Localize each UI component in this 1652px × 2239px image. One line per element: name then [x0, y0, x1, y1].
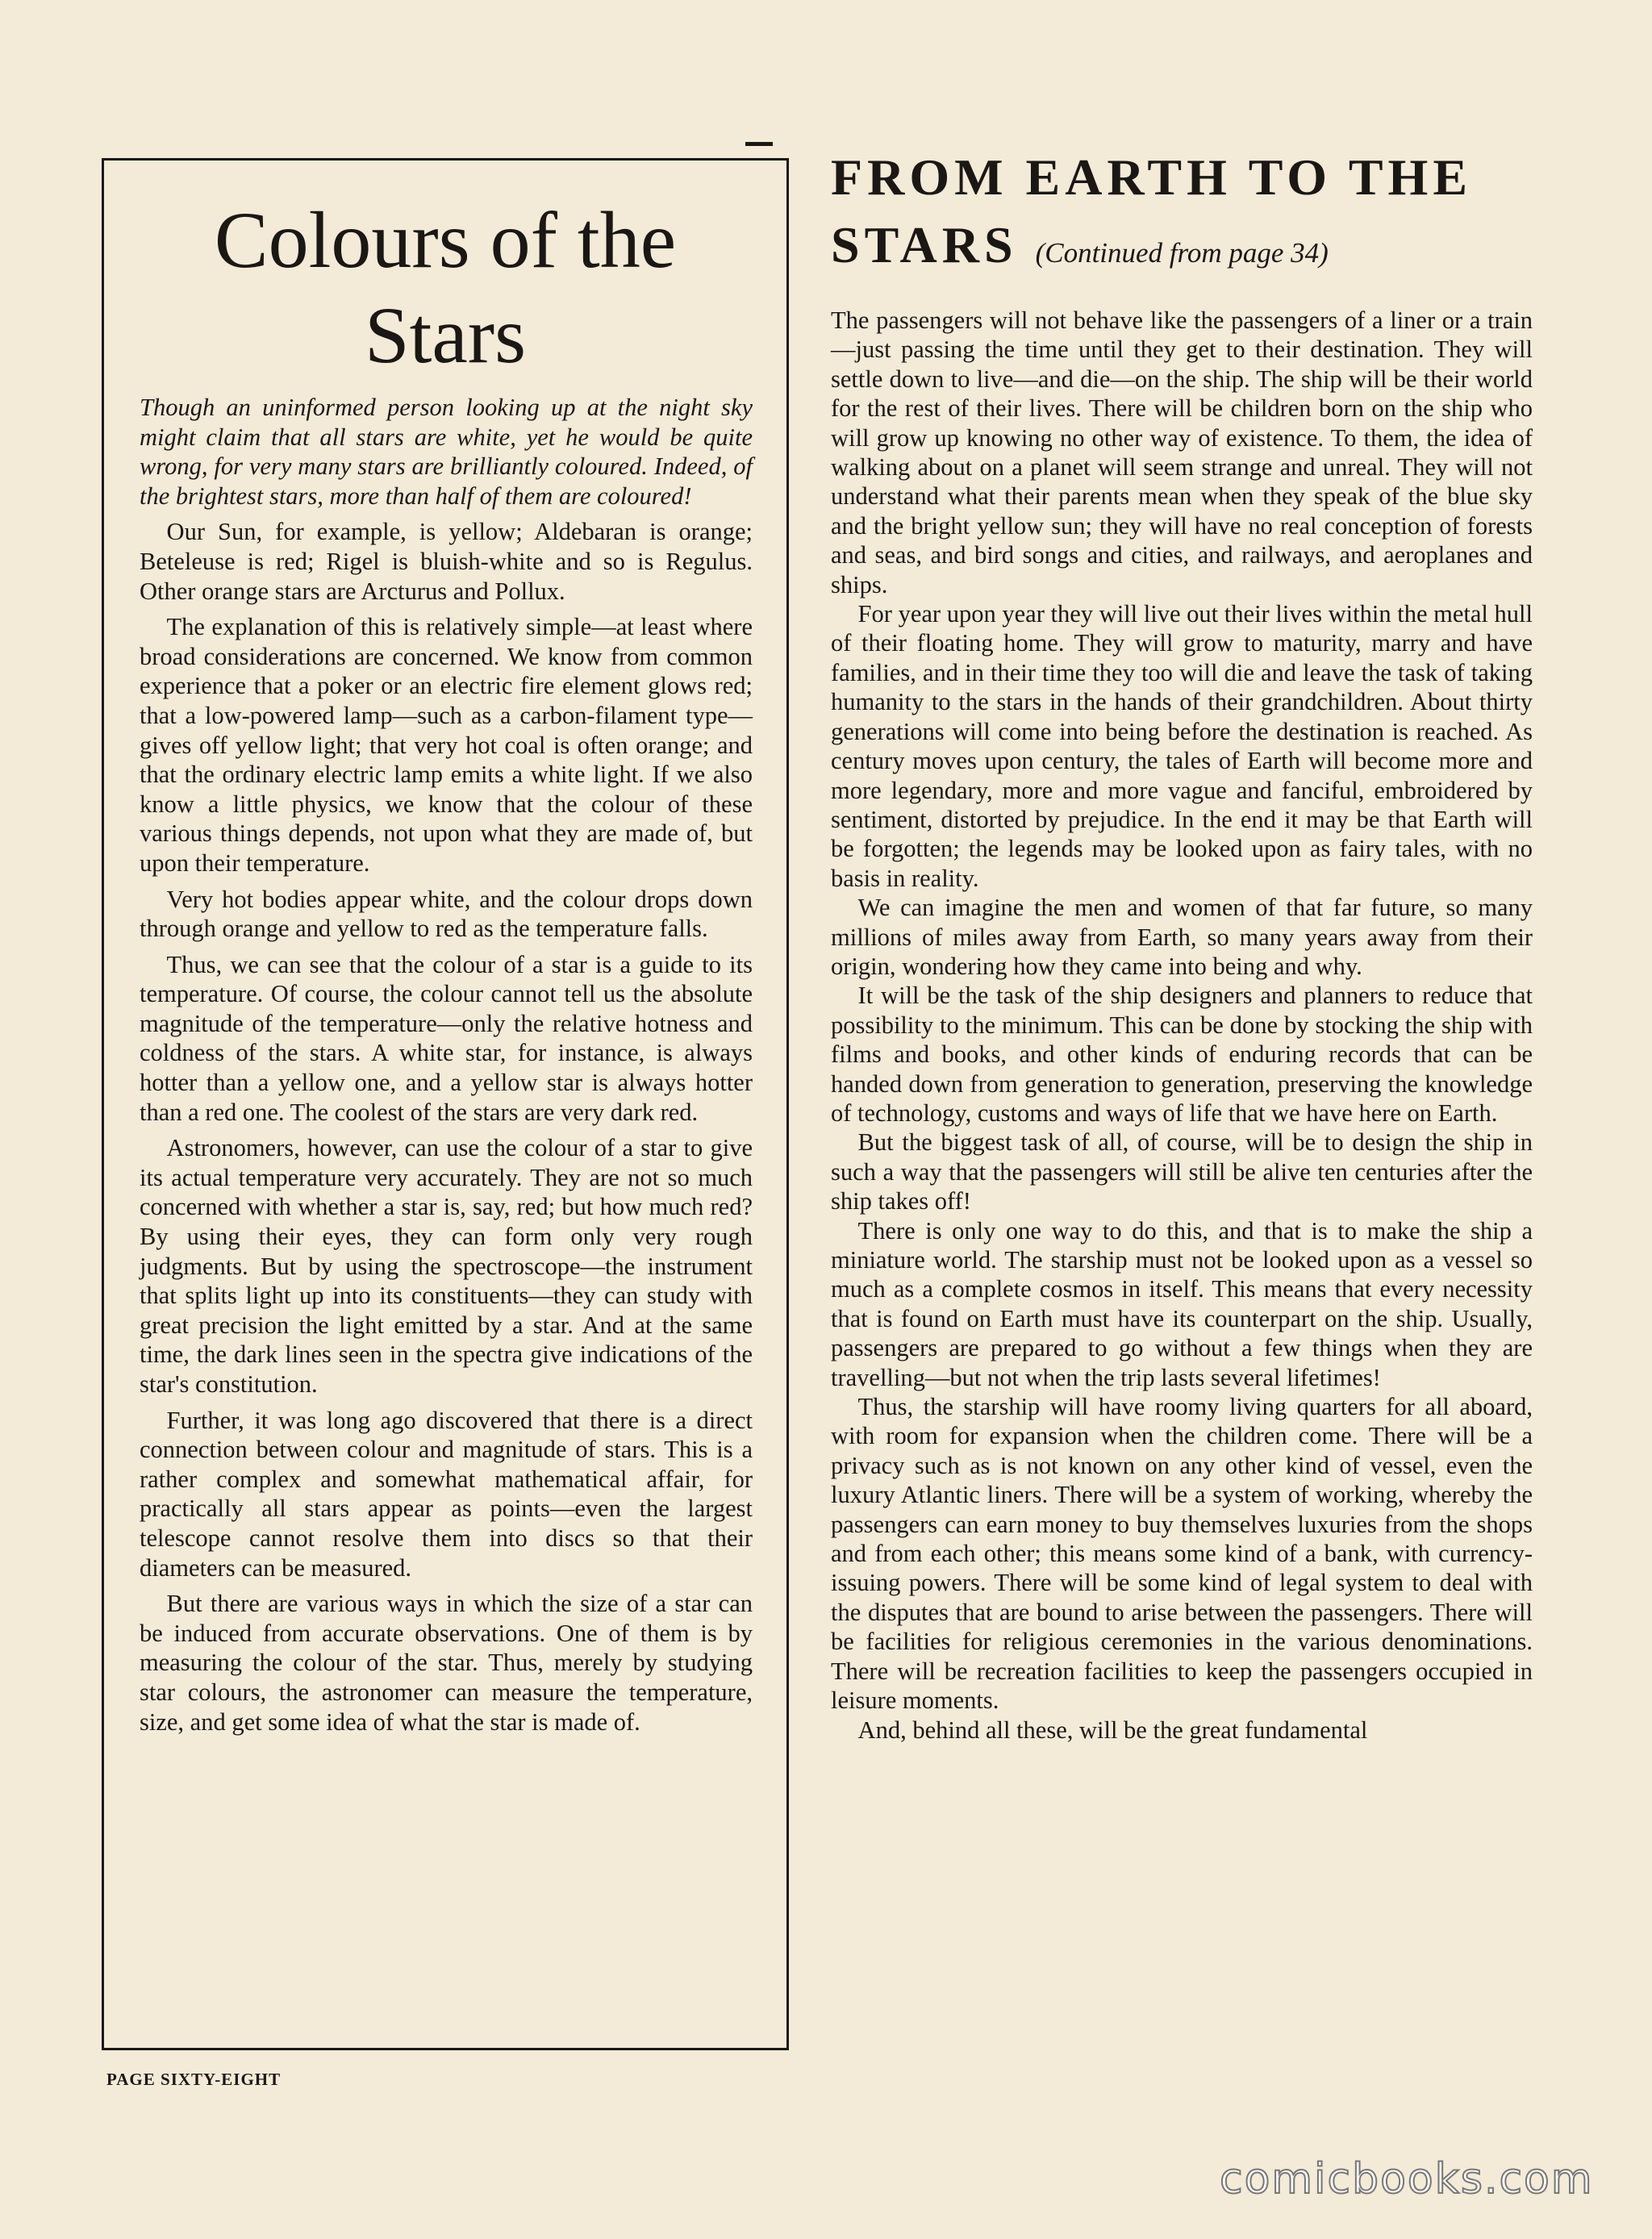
right-article-title-line2 [831, 211, 1533, 293]
left-article-box [102, 158, 789, 2050]
right-article-title-line1: FROM EARTH TO THE [831, 148, 1472, 206]
right-article-title-word: STARS [831, 216, 1018, 273]
page-number-label: PAGE SIXTY-EIGHT [106, 2070, 282, 2089]
left-article-intro: Though an uninformed person looking up at the night sky might claim that all stars are white, yet he would be quite wrong, for very many stars are brilliantly coloured. Indeed, of the brightest stars, more than half of them are coloured! [140, 394, 753, 510]
right-article-paragraph: And, behind all these, will be the great fundamental [857, 1716, 1368, 1744]
left-article-paragraph: Astronomers, however, can use the colour of a star to give its actual temperature very accurately. They are not so much concerned with whether a star is, say, red; but how much red? By using their eyes, they can form only very rough judgments. But by using the spectroscope—the instrument that splits light up into its constituents—they can study with great precision the light emitted by a star. And at the same time, the dark lines seen in the spectra give indications of the star's constitution. [140, 1134, 753, 1398]
continued-note: (Continued from page 34) [1035, 237, 1329, 269]
right-article-paragraph: We can imagine the men and women of that far future, so many millions of miles away from Earth, so many years away from their origin, wondering how they came into being and why. [831, 894, 1533, 980]
left-article-paragraph: But there are various ways in which the size of a star can be induced from accurate observations. One of them is by measuring the colour of the star. Thus, merely by studying star colours, the astronomer can measure the temperature, size, and get some idea of what the star is made of. [140, 1590, 753, 1736]
left-article-paragraph: Further, it was long ago discovered that there is a direct connection between colour and magnitude of stars. This is a rather complex and somewhat mathematical affair, for practically all stars appear as points—even the largest telescope cannot resolve them into discs so that their diameters can be measured. [140, 1406, 753, 1582]
left-article-paragraph: Very hot bodies appear white, and the colour drops down through orange and yellow to red as the temperature falls. [140, 885, 753, 943]
left-article-body [140, 393, 753, 1737]
left-article-paragraph: The explanation of this is relatively simple—at least where broad considerations are concerned. We know from common experience that a poker or an electric fire element glows red; that a low-powered lamp—such as a carbon-filament type—gives off yellow light; that very hot coal is often orange; and that the ordinary electric lamp emits a white light. If we also know a little physics, we know that the colour of these various things depends, not upon what they are made of, but upon their temperature. [140, 613, 753, 877]
left-article-title-text: Colours of the Stars [214, 195, 677, 380]
right-article-paragraph: But the biggest task of all, of course, will be to design the ship in such a way that the passengers will still be alive ten centuries after the ship takes off! [831, 1128, 1533, 1215]
right-article-paragraph: It will be the task of the ship designers and planners to reduce that possibility to the minimum. This can be done by stocking the ship with films and books, and other kinds of enduring records that can be handed down from generation to generation, preserving the knowledge of technology, customs and ways of life that we have here on Earth. [831, 982, 1533, 1127]
left-article-title [104, 193, 786, 383]
left-article-paragraph: Our Sun, for example, is yellow; Aldebaran is orange; Beteleuse is red; Rigel is bluish-white and so is Regulus. Other orange stars are Arcturus and Pollux. [140, 518, 753, 605]
right-article-body [831, 306, 1533, 1745]
right-article-paragraph: There is only one way to do this, and that is to make the ship a miniature world. The starship must not be looked upon as a vessel so much as a complete cosmos in itself. This means that every necessity that is found on Earth must have its counterpart on the ship. Usually, passengers are prepared to go without a few things when they are travelling—but not when the trip lasts several lifetimes! [831, 1216, 1533, 1391]
right-article-paragraph: Thus, the starship will have roomy living quarters for all aboard, with room for expansion when the children come. There will be a privacy such as is not known on any other kind of vessel, even the luxury Atlantic liners. There will be a system of working, whereby the passengers can earn money to buy themselves luxuries from the shops and from each other; this means some kind of a bank, with currency-issuing powers. There will be some kind of legal system to deal with the disputes that are bound to arise between the passengers. There will be facilities for religious ceremonies in the various denominations. There will be recreation facilities to keep the passengers occupied in leisure moments. [831, 1393, 1533, 1715]
decorative-dash [745, 142, 773, 146]
right-article [831, 144, 1533, 1745]
right-article-paragraph: The passengers will not behave like the passengers of a liner or a train—just passing the time until they get to their destination. They will settle down to live—and die—on the ship. The ship will be their world for the rest of their lives. There will be children born on the ship who will grow up knowing no other way of existence. To them, the idea of walking about on a planet will seem strange and unreal. They will not understand what their parents mean when they speak of the blue sky and the bright yellow sun; they will have no real conception of forests and seas, and bird songs and cities, and railways, and aeroplanes and ships. [831, 306, 1533, 598]
left-article-paragraph: Thus, we can see that the colour of a star is a guide to its temperature. Of course, the colour cannot tell us the absolute magnitude of the temperature—only the relative hotness and coldness of the stars. A white star, for instance, is always hotter than a yellow one, and a yellow star is always hotter than a red one. The coolest of the stars are very dark red. [140, 950, 753, 1126]
watermark-logo: comicbooks.com [1220, 2155, 1594, 2204]
right-article-paragraph: For year upon year they will live out their lives within the metal hull of their floating home. They will grow to maturity, marry and have families, and in their time they too will die and leave the task of taking humanity to the stars in the hands of their grandchildren. About thirty generations will come into being before the destination is reached. As century moves upon century, the tales of Earth will become more and more legendary, more and more vague and fanciful, embroidered by sentiment, distorted by prejudice. In the end it may be that Earth will be forgotten; the legends may be looked upon as fairy tales, with no basis in reality. [831, 600, 1533, 892]
